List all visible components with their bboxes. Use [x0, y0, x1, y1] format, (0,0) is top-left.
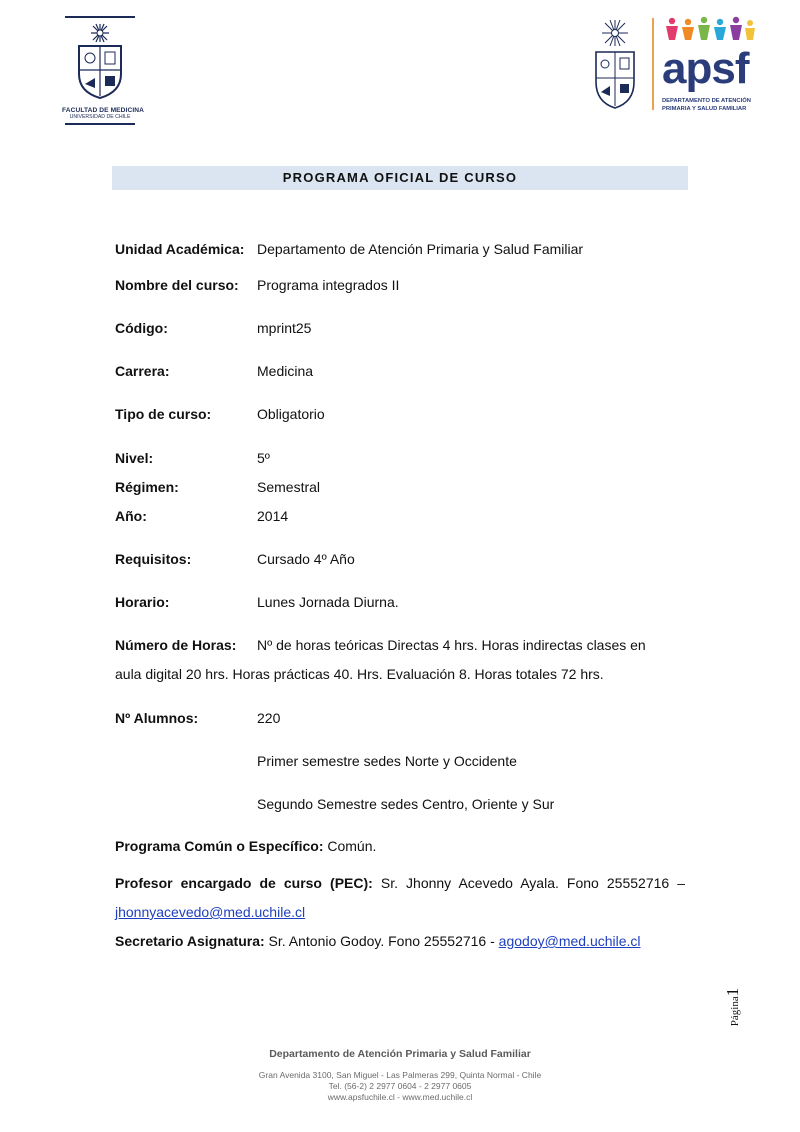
- faculty-name: FACULTAD DE MEDICINA: [62, 107, 144, 114]
- field-value: Lunes Jornada Diurna.: [257, 594, 399, 610]
- university-name: UNIVERSIDAD DE CHILE: [69, 114, 131, 120]
- footer-web: www.apsfuchile.cl - www.med.uchile.cl: [327, 1092, 473, 1102]
- field-value: Departamento de Atención Primaria y Salud Familiar: [257, 241, 584, 257]
- field-value: Nº de horas teóricas Directas 4 hrs. Horas indirectas clases en: [257, 637, 646, 653]
- field-label: Unidad Académica:: [115, 241, 245, 257]
- field-programa: [115, 832, 685, 861]
- university-crest-icon: [71, 22, 129, 100]
- field-value: 2014: [257, 508, 289, 524]
- field-value: 5º: [257, 450, 270, 466]
- field-label: Carrera:: [115, 363, 170, 379]
- field-label: Programa Común o Específico:: [115, 838, 324, 854]
- field-value: mprint25: [257, 320, 312, 336]
- logo-divider: [65, 16, 135, 18]
- people-figures-icon: [662, 16, 758, 42]
- university-crest-small: [592, 18, 638, 115]
- field-value: Semestral: [257, 479, 321, 495]
- field-label: Nombre del curso:: [115, 277, 239, 293]
- logo-separator: [652, 18, 654, 110]
- footer-department: Departamento de Atención Primaria y Salud Familiar: [269, 1048, 531, 1060]
- document-title: PROGRAMA OFICIAL DE CURSO: [282, 170, 518, 185]
- field-label: Profesor encargado de curso (PEC):: [115, 875, 373, 891]
- document-title-bar: [112, 166, 688, 190]
- field-value: 220: [257, 710, 281, 726]
- apsf-dept-line2: PRIMARIA Y SALUD FAMILIAR: [662, 106, 747, 112]
- profesor-email-link[interactable]: jhonnyacevedo@med.uchile.cl: [115, 904, 306, 920]
- apsf-dept-line1: DEPARTAMENTO DE ATENCIÓN: [662, 98, 751, 104]
- field-label: Código:: [115, 320, 168, 336]
- footer-phone: Tel. (56-2) 2 2977 0604 - 2 2977 0605: [328, 1081, 472, 1091]
- field-value: Sr. Antonio Godoy. Fono 25552716 -: [268, 933, 495, 949]
- field-secretario: [115, 927, 685, 956]
- field-value: Sr. Jhonny Acevedo Ayala. Fono 25552716 –: [380, 875, 686, 891]
- page-label: Página: [729, 996, 742, 1027]
- field-value: Segundo Semestre sedes Centro, Oriente y Sur: [257, 796, 555, 812]
- field-label: Nº Alumnos:: [115, 710, 199, 726]
- field-value: Medicina: [257, 363, 314, 379]
- field-value: Cursado 4º Año: [257, 551, 355, 567]
- field-label: Horario:: [115, 594, 170, 610]
- field-value: Común.: [327, 838, 377, 854]
- field-label: Nivel:: [115, 450, 154, 466]
- footer-address: Gran Avenida 3100, San Miguel - Las Palmeras 299, Quinta Normal - Chile: [258, 1070, 542, 1080]
- apsf-wordmark: apsf: [662, 44, 749, 93]
- apsf-logo: [662, 16, 758, 113]
- field-label: Régimen:: [115, 479, 179, 495]
- page-number: [723, 985, 758, 1035]
- field-label: Tipo de curso:: [115, 406, 212, 422]
- field-profesor: [115, 869, 685, 927]
- page-number-value: 1: [723, 987, 743, 997]
- logo-divider: [65, 123, 135, 125]
- field-value: Programa integrados II: [257, 277, 400, 293]
- field-value: Primer semestre sedes Norte y Occidente: [257, 753, 517, 769]
- field-value: Obligatorio: [257, 406, 325, 422]
- page-footer: [200, 1048, 600, 1103]
- field-label: Número de Horas:: [115, 637, 237, 653]
- secretario-email-link[interactable]: agodoy@med.uchile.cl: [498, 933, 641, 949]
- field-label: Año:: [115, 508, 147, 524]
- field-label: Secretario Asignatura:: [115, 933, 265, 949]
- field-value: aula digital 20 hrs. Horas prácticas 40. Hrs. Evaluación 8. Horas totales 72 hrs.: [115, 666, 604, 682]
- faculty-logo: [62, 16, 144, 125]
- crest-icon: [592, 18, 638, 110]
- field-label: Requisitos:: [115, 551, 192, 567]
